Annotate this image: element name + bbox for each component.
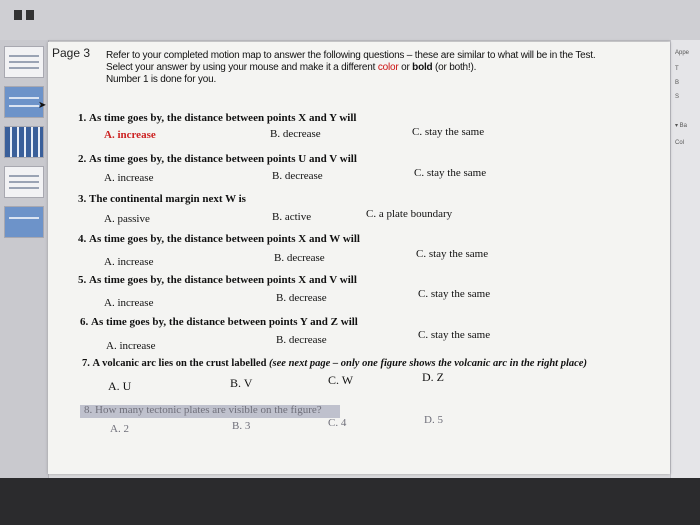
question-1 bbox=[78, 112, 356, 124]
toolbar-icon[interactable] bbox=[14, 10, 22, 20]
color-word: color bbox=[377, 62, 399, 73]
question-number: 8. bbox=[84, 404, 93, 416]
instructions-fragment: Select your answer by using your mouse and make it a different bbox=[106, 62, 378, 73]
answer-option-b[interactable]: B. decrease bbox=[276, 334, 327, 346]
question-stem: As time goes by, the distance between points U and V will bbox=[89, 153, 357, 165]
question-number: 3. bbox=[78, 193, 87, 205]
answer-option-a[interactable]: A. passive bbox=[104, 213, 150, 225]
slide-thumbnail[interactable] bbox=[4, 166, 44, 198]
question-stem: How many tectonic plates are visible on the figure? bbox=[95, 404, 322, 416]
answer-option-a[interactable]: A. increase bbox=[104, 172, 154, 184]
answer-option-d[interactable]: D. 5 bbox=[424, 414, 443, 426]
question-note: (see next page – only one figure shows the volcanic arc in the right place) bbox=[269, 358, 587, 369]
question-number: 7. bbox=[82, 358, 90, 369]
question-2 bbox=[78, 153, 357, 165]
question-number: 1. bbox=[78, 112, 87, 124]
answer-option-b[interactable]: B. decrease bbox=[276, 292, 327, 304]
answer-option-b[interactable]: B. 3 bbox=[232, 420, 251, 432]
toolbar-icon[interactable] bbox=[26, 10, 34, 20]
panel-label[interactable]: Col bbox=[675, 140, 685, 146]
panel-label[interactable]: B bbox=[675, 80, 680, 86]
format-panel bbox=[670, 40, 700, 478]
answer-option-c[interactable]: C. stay the same bbox=[414, 167, 487, 179]
panel-label[interactable]: S bbox=[675, 94, 680, 100]
slide-canvas bbox=[48, 42, 670, 474]
panel-label: Appe bbox=[675, 50, 690, 56]
answer-option-c[interactable]: C. stay the same bbox=[416, 248, 489, 260]
answer-option-a[interactable]: A. increase bbox=[104, 297, 154, 309]
question-number: 6. bbox=[80, 316, 89, 328]
answer-option-b[interactable]: B. decrease bbox=[270, 128, 321, 140]
question-3 bbox=[78, 193, 246, 205]
answer-option-b[interactable]: B. decrease bbox=[272, 170, 323, 182]
instructions-line: Refer to your completed motion map to answer the following questions – these are similar to what will be in the Test. bbox=[106, 50, 596, 61]
page-title: Page 3 bbox=[52, 46, 91, 60]
slide-thumbnail[interactable] bbox=[4, 126, 44, 158]
answer-option-d[interactable]: D. Z bbox=[422, 370, 444, 384]
question-7 bbox=[82, 358, 587, 369]
instructions-fragment: or bbox=[398, 62, 413, 73]
answer-option-a[interactable]: A. increase bbox=[104, 256, 154, 268]
instructions-line: Number 1 is done for you. bbox=[106, 74, 217, 85]
pointer-cursor-icon: ➤ bbox=[38, 100, 47, 111]
question-stem: As time goes by, the distance between points X and V will bbox=[89, 274, 357, 286]
answer-option-b[interactable]: B. decrease bbox=[274, 252, 325, 264]
top-toolbar bbox=[0, 0, 700, 41]
question-number: 2. bbox=[78, 153, 87, 165]
answer-option-c[interactable]: C. W bbox=[328, 373, 354, 387]
question-stem: As time goes by, the distance between points X and W will bbox=[89, 233, 360, 245]
question-8 bbox=[84, 404, 322, 416]
question-stem: The continental margin next W is bbox=[89, 193, 246, 205]
bold-word: bold bbox=[412, 62, 433, 73]
question-6 bbox=[80, 316, 358, 328]
answer-option-c[interactable]: C. stay the same bbox=[418, 288, 491, 300]
instructions-line bbox=[106, 62, 626, 74]
slide-thumbnail[interactable] bbox=[4, 46, 44, 78]
answer-option-c[interactable]: C. a plate boundary bbox=[366, 208, 453, 220]
answer-option-c[interactable]: C. stay the same bbox=[418, 329, 491, 341]
instructions-fragment: (or both!). bbox=[432, 62, 477, 73]
answer-option-c[interactable]: C. stay the same bbox=[412, 126, 485, 138]
answer-option-a[interactable]: A. increase bbox=[104, 129, 156, 141]
instructions-text bbox=[106, 50, 626, 86]
answer-option-a[interactable]: A. increase bbox=[106, 340, 156, 352]
panel-label[interactable]: ▾ Ba bbox=[675, 123, 688, 129]
question-stem: As time goes by, the distance between points X and Y will bbox=[89, 112, 357, 124]
answer-option-b[interactable]: B. V bbox=[230, 376, 253, 390]
question-5 bbox=[78, 274, 357, 286]
question-4 bbox=[78, 233, 360, 245]
question-stem: As time goes by, the distance between points Y and Z will bbox=[91, 316, 358, 328]
answer-option-c[interactable]: C. 4 bbox=[328, 417, 347, 429]
question-stem: A volcanic arc lies on the crust labelled bbox=[92, 358, 267, 369]
slide-thumbnail[interactable] bbox=[4, 206, 44, 238]
question-number: 4. bbox=[78, 233, 87, 245]
answer-option-b[interactable]: B. active bbox=[272, 211, 312, 223]
answer-option-a[interactable]: A. 2 bbox=[110, 423, 129, 435]
answer-option-a[interactable]: A. U bbox=[108, 379, 132, 393]
panel-label[interactable]: T bbox=[675, 66, 679, 72]
question-number: 5. bbox=[78, 274, 87, 286]
